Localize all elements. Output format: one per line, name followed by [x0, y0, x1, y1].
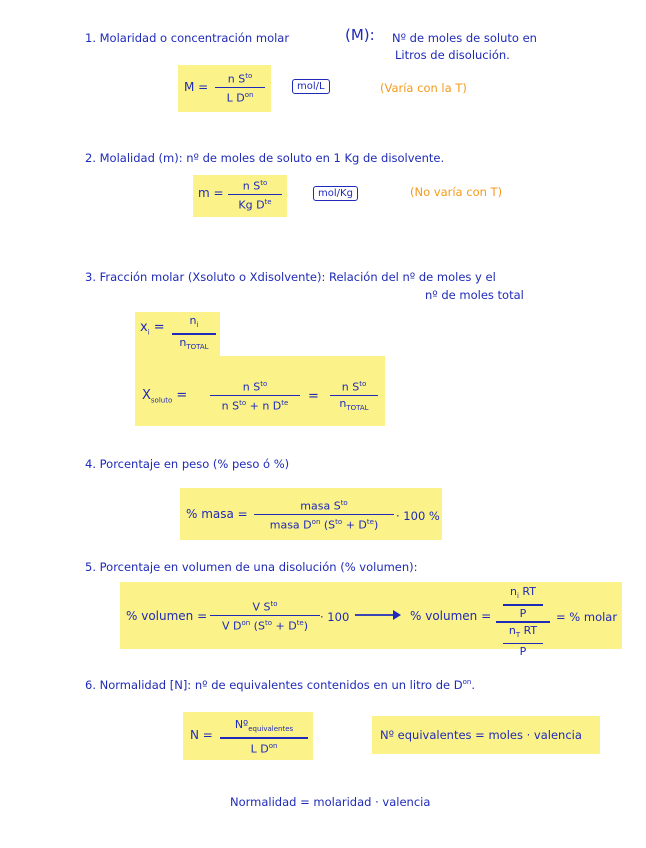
molarity-fraction: [215, 70, 265, 105]
section5-heading: 5. Porcentaje en volumen de una disolución (% volumen):: [85, 560, 418, 574]
xi-numerator: $n_i$: [189, 314, 199, 330]
mass-percent-fraction: [254, 497, 394, 532]
p-top: P: [519, 606, 527, 620]
normality-numerator: Nº$_{equivalentes}$: [234, 718, 294, 734]
volume-percent-lhs: % volumen =: [126, 609, 208, 623]
nt-rt: $n_T$ RT: [508, 623, 538, 639]
xi-lhs: $x_i$ =: [140, 320, 165, 337]
molality-lhs: m =: [198, 186, 224, 200]
fraction-bar: [228, 194, 282, 196]
xsoluto-total-denominator: $n_{TOTAL}$: [339, 397, 369, 413]
molarity-lhs: M =: [184, 80, 209, 94]
molarity-unit: mol/L: [292, 79, 330, 94]
molality-fraction: [228, 177, 282, 212]
molality-denominator: Kg $D^{te}$: [238, 198, 272, 212]
fraction-bar-main: [496, 621, 550, 623]
nt-rt-over-p: [503, 624, 543, 659]
p-bottom: P: [519, 645, 527, 659]
mass-percent-lhs: % masa =: [186, 507, 248, 521]
volume-percent-rhs: = % molar: [556, 610, 618, 624]
section1-desc-line2: Litros de disolución.: [395, 48, 510, 62]
volume-percent-lhs2: % volumen =: [410, 609, 492, 623]
xi-fraction: [172, 314, 216, 354]
right-arrow-icon: [355, 608, 403, 622]
normality-footer: Normalidad = molaridad · valencia: [230, 795, 431, 809]
section1-symbol: (M):: [345, 26, 375, 44]
volume-percent-denominator: V $D^{on}$ $(S^{to} + D^{te})$: [221, 619, 309, 633]
xsoluto-lhs: $X_{soluto}$ =: [142, 388, 188, 405]
fraction-bar: [210, 615, 320, 617]
molarity-note: (Varía con la T): [380, 81, 467, 95]
ni-rt-over-p: [503, 585, 543, 620]
xsoluto-fraction: [210, 378, 300, 413]
normality-fraction: [220, 718, 308, 755]
xi-denominator: $n_{TOTAL}$: [179, 335, 209, 351]
ni-rt: $n_i$ RT: [510, 585, 536, 601]
section1-desc-line1: Nº de moles de soluto en: [392, 31, 537, 45]
fraction-bar: [254, 514, 394, 516]
section3-heading-line1: 3. Fracción molar (Xsoluto o Xdisolvente): Relación del nº de moles y el: [85, 270, 496, 284]
molarity-numerator: n $S^{to}$: [227, 72, 253, 86]
section4-heading: 4. Porcentaje en peso (% peso ó %): [85, 457, 290, 471]
volume-molar-fraction: [496, 585, 550, 658]
mass-percent-numerator: masa $S^{to}$: [300, 499, 348, 513]
mass-percent-rhs: · 100 %: [396, 509, 440, 523]
xsoluto-total-numerator: n $S^{to}$: [341, 380, 367, 394]
fraction-bar: [503, 643, 543, 645]
fraction-bar: [215, 87, 265, 89]
fraction-bar: [172, 333, 216, 335]
equivalents-formula: Nº equivalentes = moles · valencia: [380, 728, 582, 742]
section6-heading: 6. Normalidad [N]: nº de equivalentes contenidos en un litro de $D^{on}$.: [85, 678, 476, 692]
normality-lhs: N =: [190, 728, 213, 742]
normality-denominator: L $D^{on}$: [250, 741, 278, 756]
fraction-bar: [210, 395, 300, 397]
volume-percent-numerator: V $S^{to}$: [252, 600, 278, 614]
xsoluto-equals: =: [308, 389, 319, 404]
section1-heading: 1. Molaridad o concentración molar: [85, 31, 290, 45]
xsoluto-fraction-total: [330, 378, 378, 415]
molality-note: (No varía con T): [410, 185, 503, 199]
xsoluto-numerator: n $S^{to}$: [242, 380, 268, 394]
molality-unit: mol/Kg: [313, 186, 358, 201]
molarity-denominator: L $D^{on}$: [226, 91, 254, 105]
fraction-bar: [330, 395, 378, 397]
volume-percent-times: · 100: [320, 610, 350, 624]
volume-percent-fraction: [210, 598, 320, 633]
mass-percent-denominator: masa $D^{on}$ $(S^{to} + D^{te})$: [269, 518, 379, 532]
fraction-bar: [220, 737, 308, 739]
section2-heading: 2. Molalidad (m): nº de moles de soluto en 1 Kg de disolvente.: [85, 151, 445, 165]
fraction-bar: [503, 604, 543, 606]
section3-heading-line2: nº de moles total: [425, 288, 524, 302]
molality-numerator: n $S^{to}$: [242, 179, 268, 193]
xsoluto-denominator: n $S^{to} + n$ $D^{te}$: [221, 399, 289, 413]
